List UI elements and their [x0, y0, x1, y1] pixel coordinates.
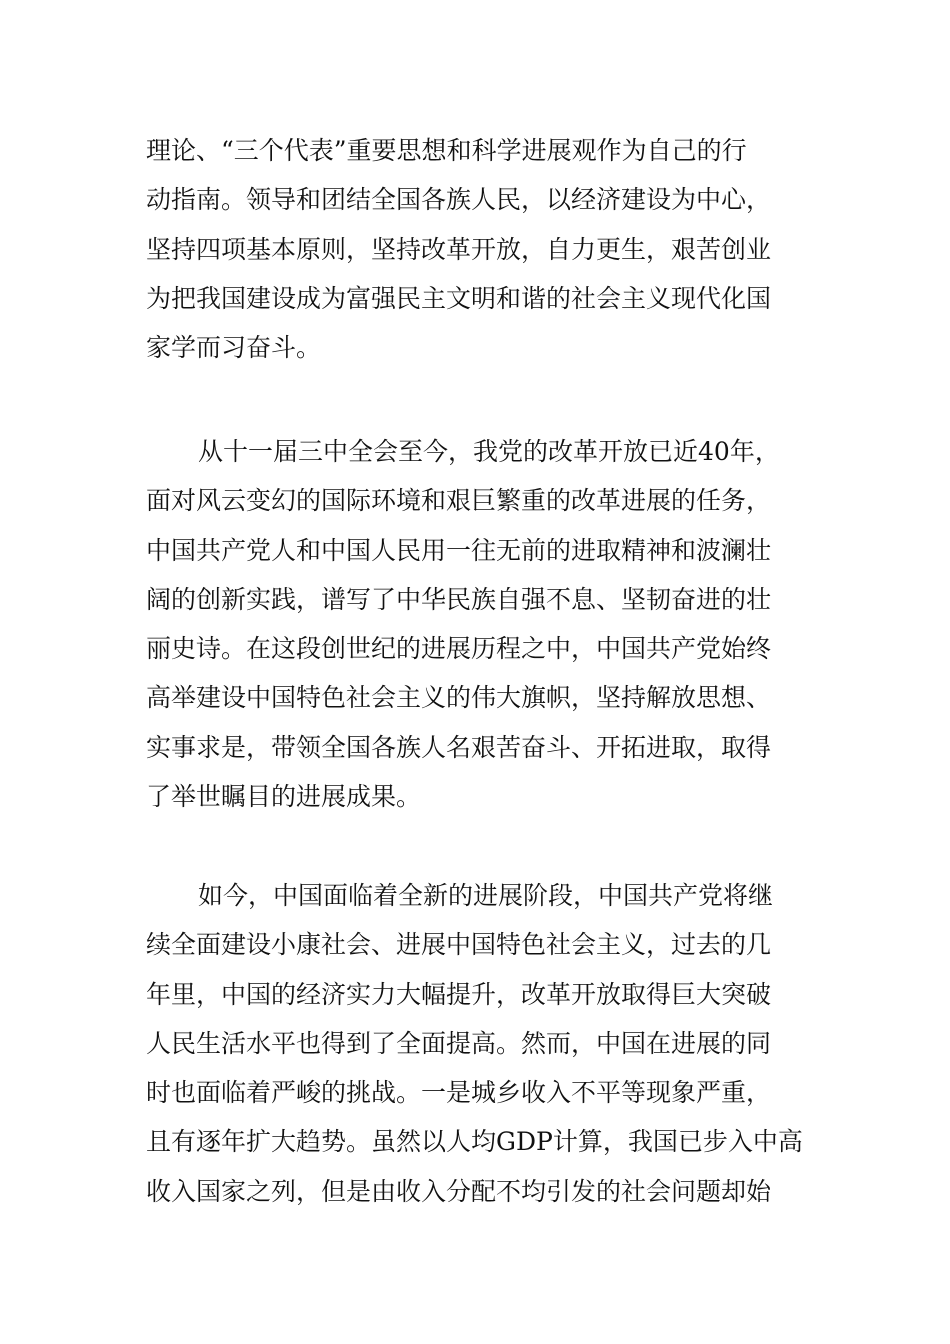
paragraph-1 — [146, 126, 808, 372]
paragraph-3 — [146, 871, 808, 1216]
text-line: 家学而习奋斗。 — [146, 333, 322, 363]
text-line: 时也面临着严峻的挑战。一是城乡收入不平等现象严重， — [146, 1078, 772, 1108]
text-line: 阔的创新实践，谱写了中华民族自强不息、坚韧奋进的壮 — [146, 584, 772, 614]
text-line: 为把我国建设成为富强民主文明和谐的社会主义现代化国 — [146, 283, 772, 313]
text-line-first: 从十一届三中全会至今，我党的改革开放已近40年， — [198, 437, 780, 466]
text-line: 收入国家之列，但是由收入分配不均引发的社会问题却始 — [146, 1176, 772, 1206]
text-line: 年里，中国的经济实力大幅提升，改革开放取得巨大突破 — [146, 979, 772, 1009]
text-line-first: 如今，中国面临着全新的进展阶段，中国共产党将继 — [198, 881, 774, 910]
text-line: 高举建设中国特色社会主义的伟大旗帜，坚持解放思想、 — [146, 683, 772, 713]
text-line: 中国共产党人和中国人民用一往无前的进取精神和波澜壮 — [146, 535, 772, 565]
paragraph-2 — [146, 427, 808, 821]
text-line: 面对风云变幻的国际环境和艰巨繁重的改革进展的任务， — [146, 486, 772, 516]
text-line: 丽史诗。在这段创世纪的进展历程之中，中国共产党始终 — [146, 634, 772, 664]
text-line: 人民生活水平也得到了全面提高。然而，中国在进展的同 — [146, 1028, 772, 1058]
text-line: 了举世瞩目的进展成果。 — [146, 782, 422, 812]
text-line: 实事求是，带领全国各族人名艰苦奋斗、开拓进取，取得 — [146, 732, 772, 762]
text-line: 且有逐年扩大趋势。虽然以人均GDP计算，我国已步入中高 — [146, 1127, 803, 1157]
text-line: 坚持四项基本原则，坚持改革开放，自力更生，艰苦创业 — [146, 234, 772, 264]
text-line: 续全面建设小康社会、进展中国特色社会主义，过去的几 — [146, 930, 772, 960]
text-line: 动指南。领导和团结全国各族人民，以经济建设为中心， — [146, 185, 772, 215]
text-line: 理论、“三个代表”重要思想和科学进展观作为自己的行 — [146, 136, 747, 165]
